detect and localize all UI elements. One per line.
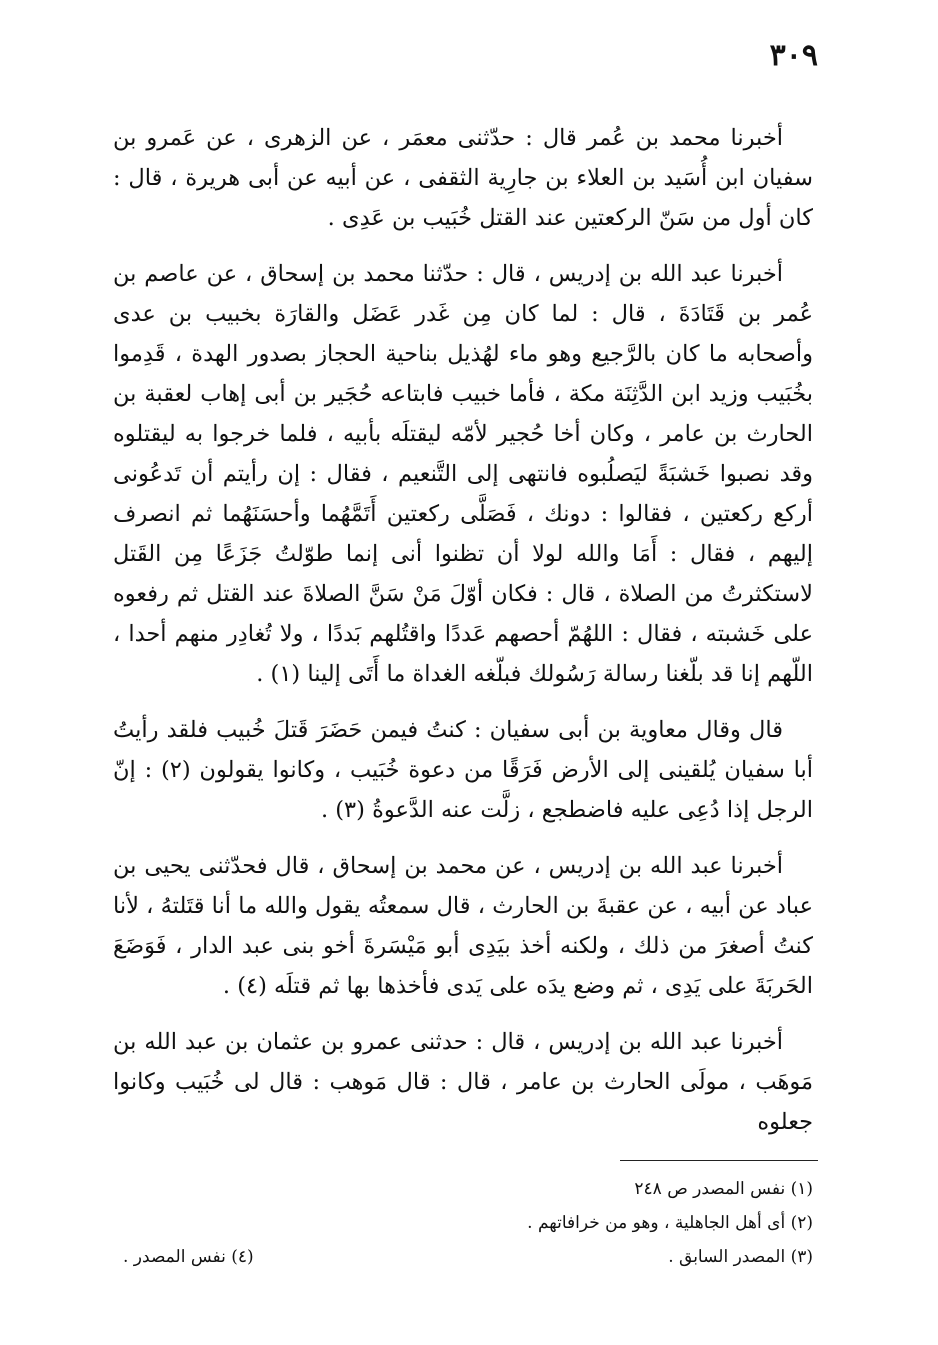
paragraph-3: قال وقال معاوية بن أبى سفيان : كنتُ فيمن حَضَرَ قَتلَ خُبيب فلقد رأيتُ أبا سفيان يُلقينى إلى الأرض فَرَقًا من دعوة خُبَيب ، وكانوا يقولون (٢) : إنّ الرجل إذا دُعِى عليه فاضطجع ، زلَّت عنه الدَّعوةُ (٣) . xyxy=(113,717,814,823)
page-number: ٣٠٩ xyxy=(769,38,818,73)
footnote-2: (٢) أى أهل الجاهلية ، وهو من خرافاتهم . xyxy=(527,1213,813,1233)
footnotes xyxy=(113,1172,813,1274)
main-text xyxy=(113,118,813,1158)
paragraph-2: أخبرنا عبد الله بن إدريس ، قال : حدّثنا محمد بن إسحاق ، عن عاصم بن عُمر بن قَتَادَةَ ، قال : لما كان مِن غَدر عَضَل والقارَة بخبيب بن عدى وأصحابه ما كان بالرَّجيع وهو ماء لهُذيل بناحية الحجاز بصدور الهدة ، قَدِموا بخُبَيب وزيد ابن الدَّثِنَة مكة ، فأما خبيب فابتاعه حُجَير بن أبى إهاب لعقبة بن الحارث بن عامر ، وكان أخا حُجير لأمّه ليقتلَه بأبيه ، فلما خرجوا به ليقتلوه وقد نصبوا خَشبَةً ليَصلُبوه فانتهى إلى التَّنعيم ، فقال : إن رأيتم أن تَدعُونى أركع ركعتين ، فقالوا : دونك ، فَصَلَّى ركعتين أَتَمَّهُما وأحسَنَهُما ثم انصرف إليهم ، فقال : أَمَا والله لولا أن تظنوا أنى إنما طوّلتُ جَزَعًا مِن القَتل لاستكثرتُ من الصلاة ، قال : فكان أوّلَ مَنْ سَنَّ الصلاةَ عند القتل ثم رفعوه على خَشبته ، فقال : اللهُمّ أحصهم عَددًا واقتُلهم بَددًا ، ولا تُغادِر منهم أحدا ، اللّهم إنا قد بلّغنا رسالة رَسُولك فبلّغه الغداة ما أَتَى إلينا (١) . xyxy=(113,261,813,687)
paragraph-4: أخبرنا عبد الله بن إدريس ، عن محمد بن إسحاق ، قال فحدّثنى يحيى بن عباد عن أبيه ، عن عقبةَ بن الحارث ، قال سمعتُه يقول والله ما أنا قتَلتهُ ، لأنا كنتُ أصغرَ من ذلك ، ولكنه أخذ بيَدِى أبو مَيْسَرةَ أخو بنى عبد الدار ، فَوَضَعَ الحَربَةَ على يَدِى ، ثم وضع يدَه على يَدى فأخذها بها ثم قتلَه (٤) . xyxy=(113,853,813,999)
footnote-divider xyxy=(620,1160,818,1161)
footnote-4: (٤) نفس المصدر . xyxy=(123,1247,254,1267)
footnote-1: (١) نفس المصدر ص ٢٤٨ xyxy=(634,1179,813,1199)
footnote-3: (٣) المصدر السابق . xyxy=(668,1247,813,1267)
footnote-row xyxy=(113,1206,813,1240)
paragraph-1: أخبرنا محمد بن عُمر قال : حدّثنى معمَر ، عن الزهرى ، عن عَمرو بن سفيان ابن أُسَيد بن العلاء بن جارِية الثقفى ، عن أبيه عن أبى هريرة ، قال : كان أول من سَنّ الركعتين عند القتل خُبَيب بن عَدِى . xyxy=(113,125,813,231)
footnote-row xyxy=(113,1172,813,1206)
paragraph-5: أخبرنا عبد الله بن إدريس ، قال : حدثنى عمرو بن عثمان بن عبد الله بن مَوهَب ، مولَى الحارث بن عامر ، قال : قال مَوهب : قال لى خُبَيب وكانوا جعلوه xyxy=(113,1029,813,1135)
footnote-row xyxy=(113,1240,813,1274)
